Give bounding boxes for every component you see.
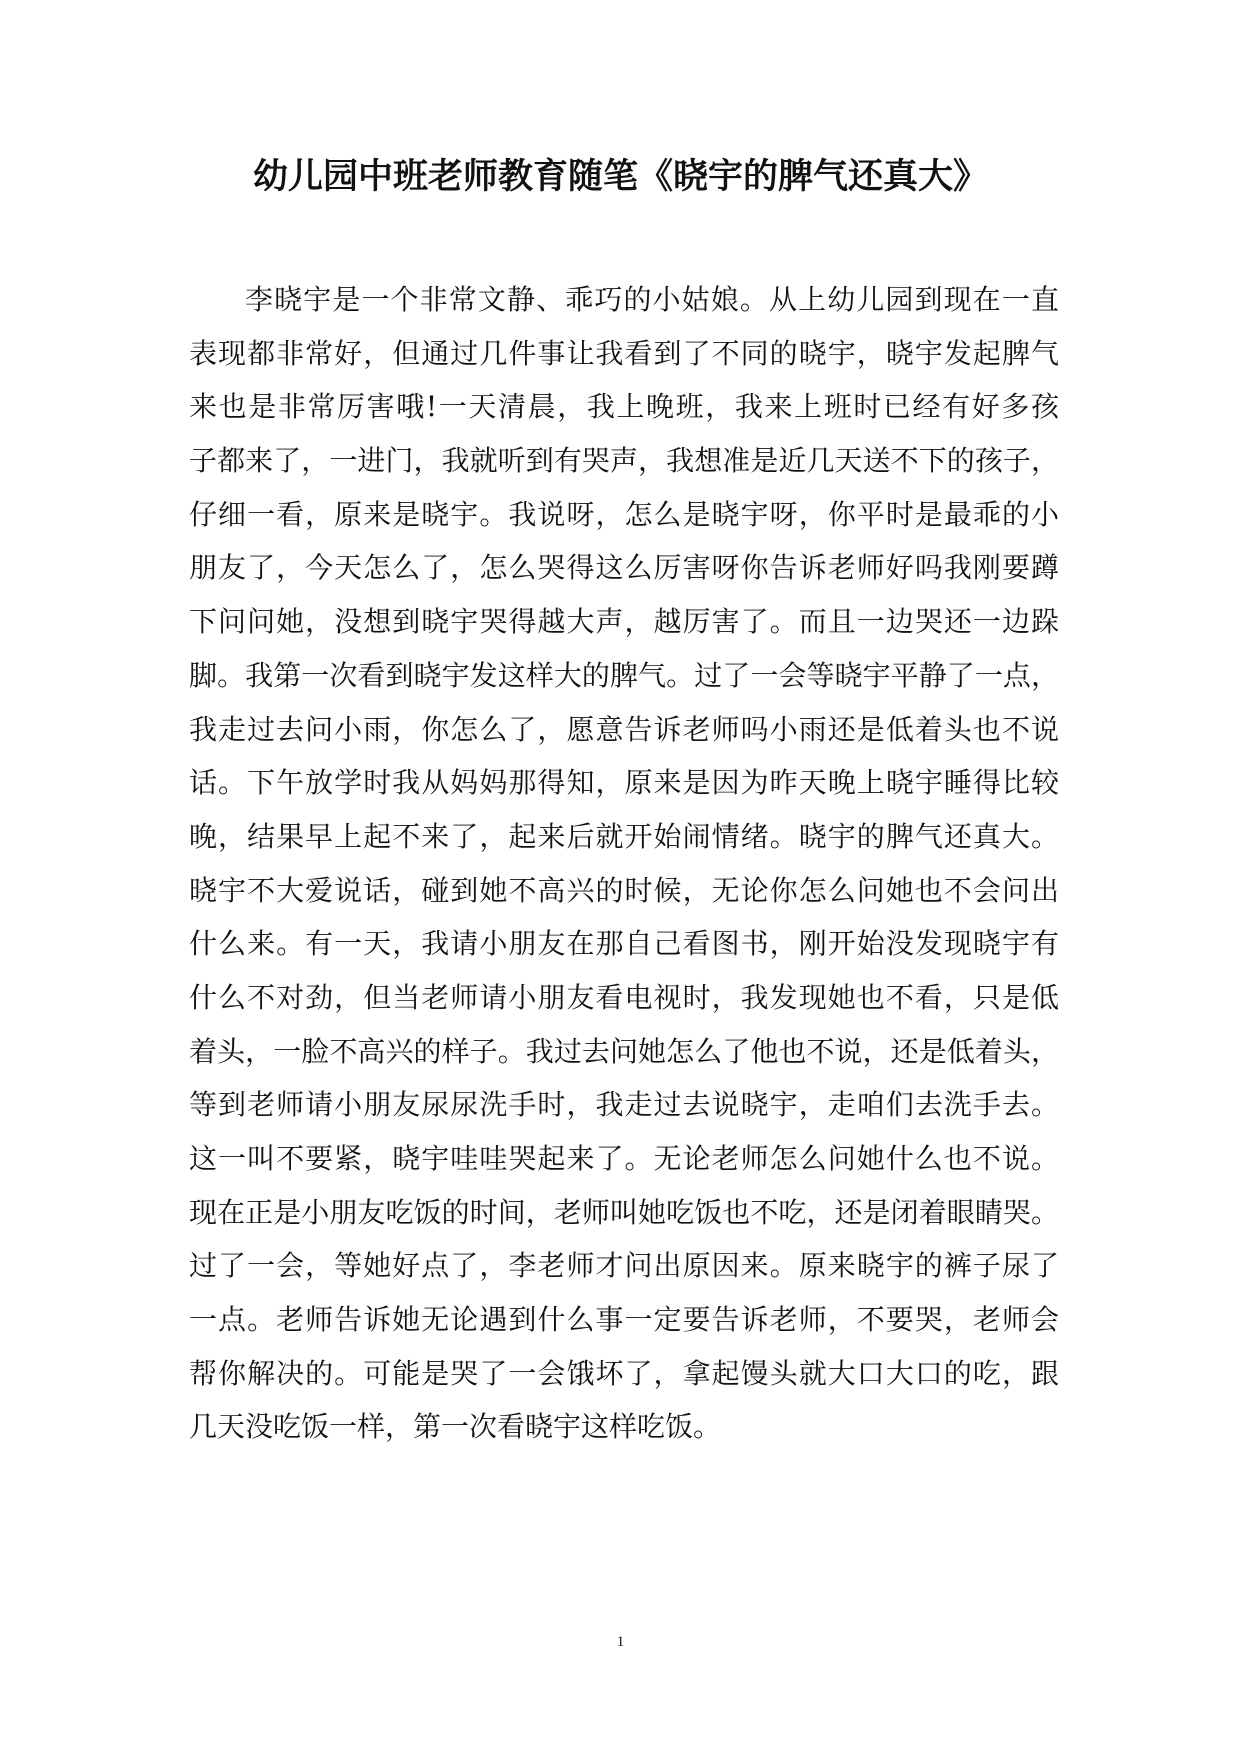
body-paragraph	[189, 273, 1059, 1454]
text-line: 几天没吃饭一样，第一次看晓宇这样吃饭。	[189, 1410, 722, 1444]
text-line: 李晓宇是一个非常文静、乖巧的小姑娘。从上幼儿园到现在一直	[245, 283, 1059, 316]
text-line: 一点。老师告诉她无论遇到什么事一定要告诉老师，不要哭，老师会	[189, 1303, 1059, 1337]
text-line: 什么来。有一天，我请小朋友在那自己看图书，刚开始没发现晓宇有	[189, 927, 1059, 961]
text-line: 仔细一看，原来是晓宇。我说呀，怎么是晓宇呀，你平时是最乖的小	[189, 497, 1059, 531]
text-line: 这一叫不要紧，晓宇哇哇哭起来了。无论老师怎么问她什么也不说。	[189, 1142, 1059, 1175]
text-line: 表现都非常好，但通过几件事让我看到了不同的晓宇，晓宇发起脾气	[189, 336, 1059, 370]
text-line: 话。下午放学时我从妈妈那得知，原来是因为昨天晚上晓宇睡得比较	[189, 766, 1059, 800]
text-line: 晚，结果早上起不来了，起来后就开始闹情绪。晓宇的脾气还真大。	[189, 819, 1059, 853]
page-number: 1	[616, 1634, 625, 1650]
text-line: 现在正是小朋友吃饭的时间，老师叫她吃饭也不吃，还是闭着眼睛哭。	[189, 1195, 1059, 1229]
text-line: 过了一会，等她好点了，李老师才问出原因来。原来晓宇的裤子尿了	[189, 1249, 1059, 1283]
document-title: 幼儿园中班老师教育随笔《晓宇的脾气还真大》	[252, 156, 988, 197]
text-line: 下问问她，没想到晓宇哭得越大声，越厉害了。而且一边哭还一边跺	[189, 605, 1059, 639]
text-line: 晓宇不大爱说话，碰到她不高兴的时候，无论你怎么问她也不会问出	[189, 873, 1059, 907]
text-line: 着头，一脸不高兴的样子。我过去问她怎么了他也不说，还是低着头，	[189, 1034, 1059, 1068]
text-line: 朋友了，今天怎么了，怎么哭得这么厉害呀你告诉老师好吗我刚要蹲	[189, 551, 1059, 585]
text-line: 脚。我第一次看到晓宇发这样大的脾气。过了一会等晓宇平静了一点，	[189, 658, 1059, 692]
text-line: 子都来了，一进门，我就听到有哭声，我想准是近几天送不下的孩子，	[189, 444, 1059, 478]
text-line: 我走过去问小雨，你怎么了，愿意告诉老师吗小雨还是低着头也不说	[189, 712, 1059, 746]
text-line: 什么不对劲，但当老师请小朋友看电视时，我发现她也不看，只是低	[189, 980, 1059, 1014]
text-line: 等到老师请小朋友尿尿洗手时，我走过去说晓宇，走咱们去洗手去。	[189, 1088, 1059, 1122]
text-line: 来也是非常厉害哦!一天清晨，我上晚班，我来上班时已经有好多孩	[189, 390, 1059, 424]
text-line: 帮你解决的。可能是哭了一会饿坏了，拿起馒头就大口大口的吃，跟	[189, 1356, 1059, 1390]
